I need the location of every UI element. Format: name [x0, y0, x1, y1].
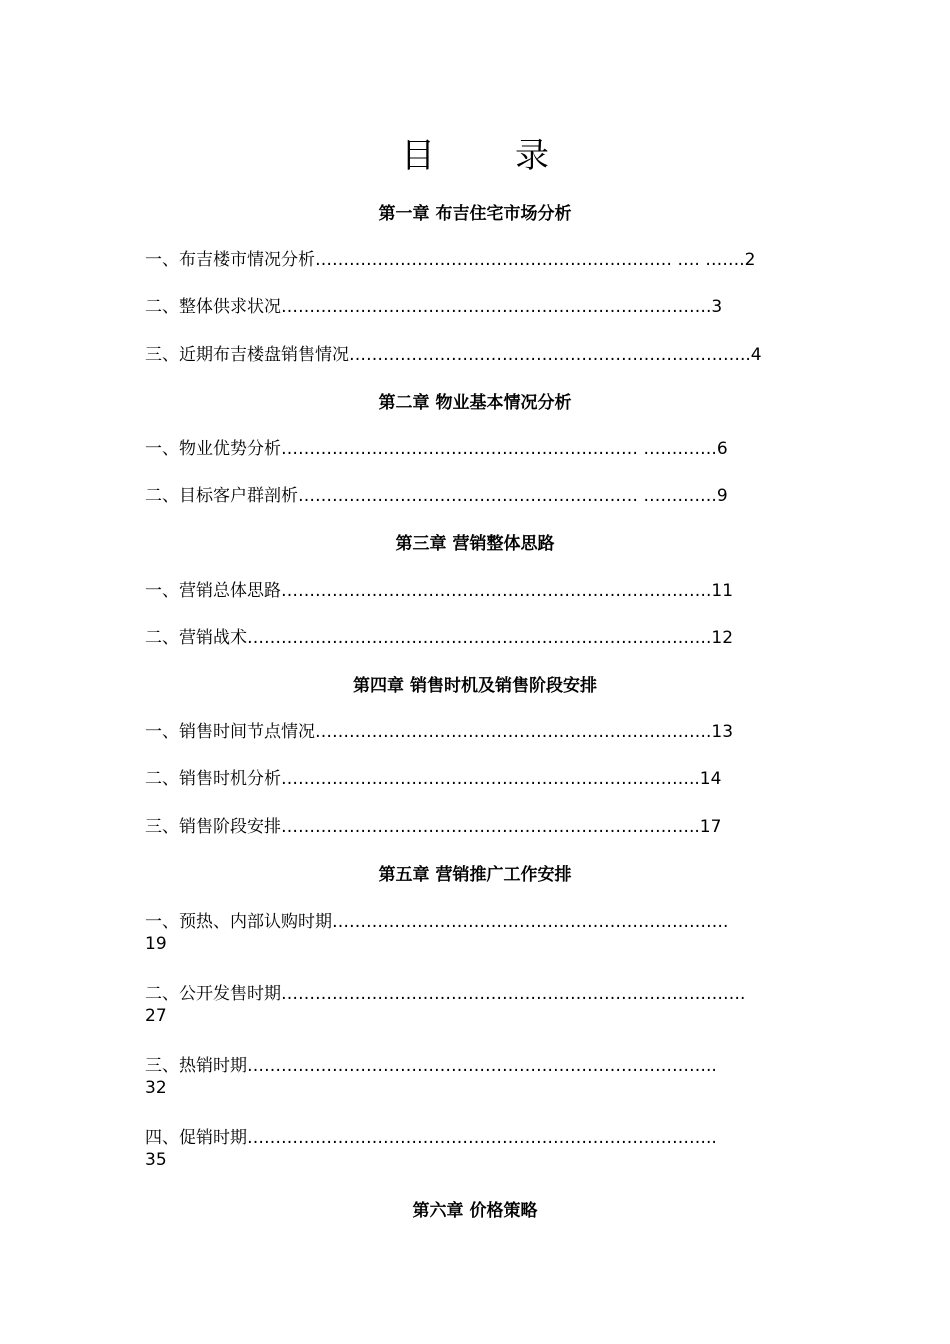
toc-entry-leader: ………………………………………………………………………..	[247, 1128, 717, 1148]
chapter-heading-4: 第四章 销售时机及销售阶段安排	[353, 676, 597, 696]
toc-entry[interactable]	[145, 1051, 717, 1098]
toc-entry-leader: ……………………………………………………… …. …….	[315, 250, 745, 270]
toc-entry-leader: …………………………………………………………….	[349, 345, 746, 365]
toc-entry-label: 一、销售时间节点情况	[145, 722, 315, 742]
toc-title-char-2: 录	[515, 136, 549, 176]
toc-entry-leader: ……………………………………………………… ………….	[281, 439, 717, 459]
toc-entry-leader: ………………………………………………………………….	[281, 297, 712, 317]
toc-entry-label: 四、促销时期	[145, 1128, 247, 1148]
toc-entry-page: 13	[711, 722, 734, 742]
toc-entry[interactable]	[145, 1123, 717, 1170]
toc-entry-page: .14	[694, 769, 722, 789]
toc-entry-leader: ……………………………………………………………………….	[281, 984, 746, 1004]
toc-title-char-1: 目	[401, 136, 435, 176]
toc-entry-page: 3	[711, 297, 723, 317]
toc-entry[interactable]	[145, 481, 728, 506]
toc-entry[interactable]	[145, 623, 733, 648]
toc-entry[interactable]	[145, 717, 733, 742]
toc-entry[interactable]	[145, 292, 722, 317]
toc-entry-page: 2	[744, 250, 756, 270]
toc-entry-label: 二、营销战术	[145, 628, 247, 648]
toc-entry-page: 19	[145, 934, 167, 954]
toc-entry[interactable]	[145, 979, 745, 1026]
toc-entry[interactable]	[145, 245, 755, 270]
toc-entry-label: 一、营销总体思路	[145, 581, 281, 601]
toc-entry-page: 35	[145, 1150, 167, 1170]
toc-entry-leader: ……………………………………………………………….	[281, 769, 695, 789]
toc-entry-label: 一、预热、内部认购时期	[145, 912, 332, 932]
toc-entry[interactable]	[145, 907, 728, 954]
toc-entry-page: .17	[694, 817, 722, 837]
chapter-heading-5: 第五章 营销推广工作安排	[378, 865, 572, 885]
toc-entry-leader: ………………………………………………………………………..	[247, 1056, 717, 1076]
toc-entry-label: 三、热销时期	[145, 1056, 247, 1076]
toc-entry-label: 三、近期布吉楼盘销售情况	[145, 345, 349, 365]
chapter-heading-1: 第一章 布吉住宅市场分析	[378, 204, 572, 224]
toc-entry-leader: ……………………………………………………………………….	[247, 628, 712, 648]
toc-entry-leader: ………………………………………………………………….	[281, 581, 712, 601]
toc-entry[interactable]	[145, 434, 728, 459]
toc-entry-label: 三、销售阶段安排	[145, 817, 281, 837]
toc-entry-page: 9	[716, 486, 728, 506]
toc-entry-label: 一、布吉楼市情况分析	[145, 250, 315, 270]
toc-entry-page: 32	[145, 1078, 167, 1098]
toc-entry[interactable]	[145, 340, 762, 365]
toc-entry-page: 12	[711, 628, 734, 648]
toc-entry-label: 一、物业优势分析	[145, 439, 281, 459]
toc-entry[interactable]	[145, 576, 733, 601]
toc-entry[interactable]	[145, 812, 721, 837]
toc-entry-page: .4	[745, 345, 762, 365]
toc-entry-page: 27	[145, 1006, 167, 1026]
chapter-heading-6: 第六章 价格策略	[412, 1201, 538, 1221]
toc-entry-leader: ……………………………………………………………….	[281, 817, 695, 837]
toc-entry-page: 6	[716, 439, 728, 459]
toc-entry-label: 二、整体供求状况	[145, 297, 281, 317]
toc-entry-page: 11	[711, 581, 734, 601]
toc-entry-leader: …………………………………………………………….	[332, 912, 729, 932]
toc-title	[0, 128, 950, 177]
toc-entry-label: 二、目标客户群剖析	[145, 486, 298, 506]
toc-entry[interactable]	[145, 764, 721, 789]
toc-entry-leader: …………………………………………………………….	[315, 722, 712, 742]
toc-entry-label: 二、公开发售时期	[145, 984, 281, 1004]
toc-entry-label: 二、销售时机分析	[145, 769, 281, 789]
chapter-heading-2: 第二章 物业基本情况分析	[378, 393, 572, 413]
chapter-heading-3: 第三章 营销整体思路	[395, 534, 555, 554]
toc-entry-leader: …………………………………………………… ………….	[298, 486, 717, 506]
